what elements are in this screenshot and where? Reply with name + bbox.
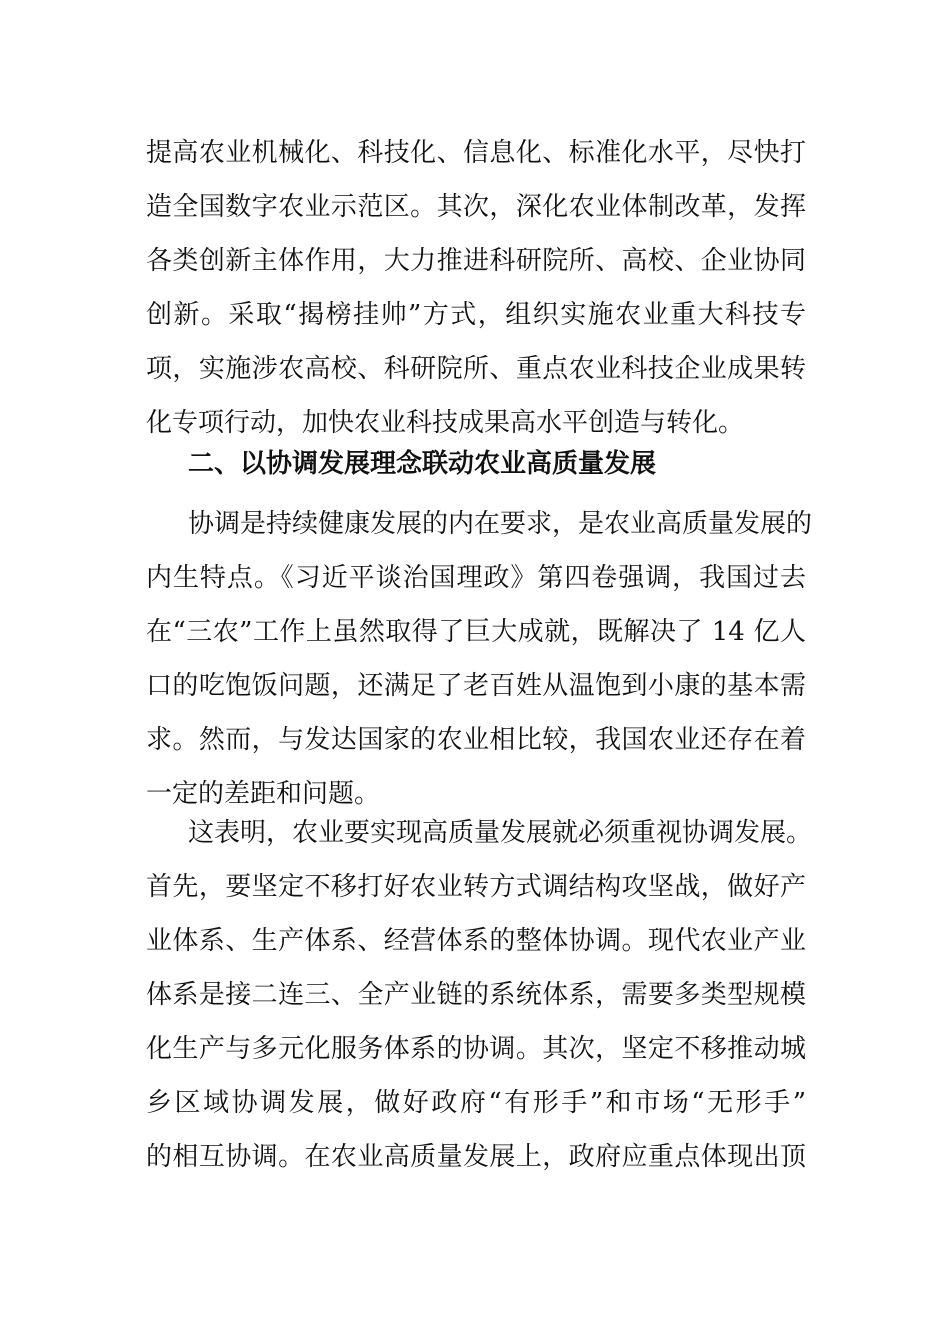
paragraph-3 (146, 806, 813, 1184)
paragraph-line: 创新。采取“揭榜挂帅”方式，组织实施农业重大科技专 (146, 300, 806, 330)
paragraph-line: 在“三农”工作上虽然取得了巨大成就，既解决了 14 亿人 (146, 617, 806, 647)
paragraph-line: 协调是持续健康发展的内在要求，是农业高质量发展的 (188, 509, 813, 539)
paragraph-line: 口的吃饱饭问题，还满足了老百姓从温饱到小康的基本需 (146, 671, 806, 701)
paragraph-2 (146, 497, 813, 821)
paragraph-line: 乡区域协调发展，做好政府“有形手”和市场“无形手” (146, 1088, 806, 1118)
paragraph-line: 造全国数字农业示范区。其次，深化农业体制改革，发挥 (146, 192, 806, 222)
paragraph-line: 求。然而，与发达国家的农业相比较，我国农业还存在着 (146, 725, 806, 755)
paragraph-line: 的相互协调。在农业高质量发展上，政府应重点体现出顶 (146, 1142, 806, 1172)
paragraph-line: 项，实施涉农高校、科研院所、重点农业科技企业成果转 (146, 354, 806, 384)
paragraph-1 (146, 126, 806, 450)
section-heading: 二、以协调发展理念联动农业高质量发展 (188, 449, 657, 479)
paragraph-line: 体系是接二连三、全产业链的系统体系，需要多类型规模 (146, 980, 806, 1010)
paragraph-line: 提高农业机械化、科技化、信息化、标准化水平，尽快打 (146, 138, 806, 168)
paragraph-line: 首先，要坚定不移打好农业转方式调结构攻坚战，做好产 (146, 872, 806, 902)
paragraph-line: 一定的差距和问题。 (146, 779, 381, 809)
paragraph-line: 化生产与多元化服务体系的协调。其次，坚定不移推动城 (146, 1034, 806, 1064)
paragraph-line: 内生特点。《习近平谈治国理政》第四卷强调，我国过去 (146, 563, 806, 593)
paragraph-line: 化专项行动，加快农业科技成果高水平创造与转化。 (146, 408, 745, 438)
paragraph-line: 这表明，农业要实现高质量发展就必须重视协调发展。 (188, 818, 813, 848)
paragraph-line: 各类创新主体作用，大力推进科研院所、高校、企业协同 (146, 246, 806, 276)
paragraph-line: 业体系、生产体系、经营体系的整体协调。现代农业产业 (146, 926, 806, 956)
